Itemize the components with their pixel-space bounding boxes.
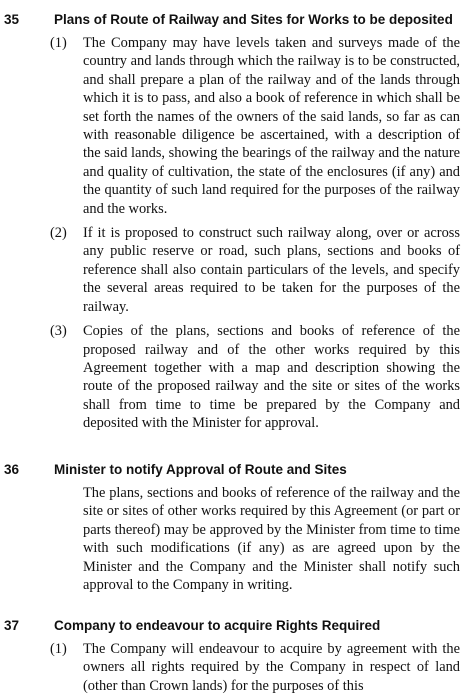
section-36 <box>0 461 465 594</box>
section-heading: Minister to notify Approval of Route and Sites <box>54 462 347 477</box>
section-number: 37 <box>4 618 20 633</box>
section-number: 36 <box>4 462 20 477</box>
subsection-35-2 <box>50 224 460 316</box>
section-number: 35 <box>4 12 20 27</box>
subsection-text: The Company may have levels taken and surveys made of the country and lands through which the railway is to be constructed, and shall prepare a plan of the railway and of the lands through which it is to pass, and also a book of reference in which shall be set forth the names of the owners of the said lands, so far as can with reasonable diligence be ascertained, with a description of the said lands, showing the bearings of the railway and the nature and quality of cultivation, the state of the enclosures (if any) and the quantity of such land required for the purposes of the railway and the works. <box>83 35 460 217</box>
subsection-35-3 <box>50 322 460 432</box>
subsection-text: If it is proposed to construct such railway along, over or across any public reserve or road, such plans, sections and books of reference shall also contain particulars of the levels, and specify the several areas required to be taken for the purposes of the railway. <box>83 225 460 315</box>
section-37 <box>0 617 465 695</box>
subsection-text: Copies of the plans, sections and books of reference of the proposed railway and of the other works required by this Agreement together with a map and description showing the route of the proposed railway and the site or sites of the works shall from time to time be prepared by the Company and deposited with the Minister for approval. <box>83 323 460 432</box>
subsection-number: (1) <box>50 641 67 657</box>
subsection-35-1 <box>50 34 460 218</box>
section-35 <box>0 11 465 433</box>
section-body: The plans, sections and books of reference of the railway and the site or sites of other works required by this Agreement (or part or parts thereof) may be approved by the Minister from time to time with such modifications (if any) as are agreed upon by the Minister and the Company and the Minister shall notify such approval to the Company in writing. <box>83 485 460 594</box>
subsection-number: (2) <box>50 225 67 242</box>
subsection-number: (1) <box>50 35 67 51</box>
subsection-number: (3) <box>50 323 67 340</box>
section-heading: Plans of Route of Railway and Sites for Works to be deposited <box>54 12 453 27</box>
subsection-text: The Company will endeavour to acquire by agreement with the owners all rights required by the Company in respect of land (other than Crown lands) for the purposes of this <box>83 641 460 694</box>
subsection-37-1 <box>50 640 460 695</box>
section-heading: Company to endeavour to acquire Rights Required <box>54 618 381 633</box>
